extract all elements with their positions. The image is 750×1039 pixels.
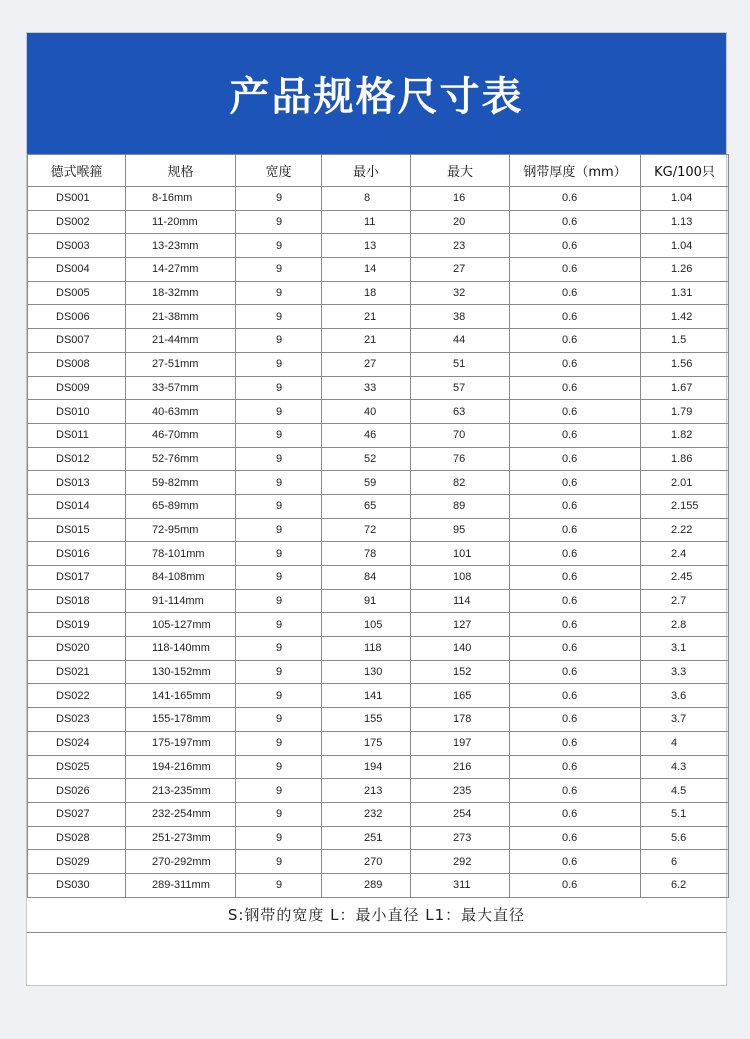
cell-max: 165 [411,684,510,708]
cell-max: 95 [411,518,510,542]
table-row [28,660,729,684]
cell-max: 140 [411,637,510,661]
cell-max: 82 [411,471,510,495]
cell-width: 9 [236,873,322,897]
cell-min: 27 [322,352,411,376]
table-row [28,779,729,803]
cell-weight: 1.5 [641,329,729,353]
cell-min: 46 [322,423,411,447]
cell-weight: 4.3 [641,755,729,779]
cell-max: 152 [411,660,510,684]
cell-spec: 8-16mm [126,187,236,211]
cell-spec: 84-108mm [126,566,236,590]
cell-model: DS022 [28,684,126,708]
cell-weight: 2.01 [641,471,729,495]
cell-weight: 1.86 [641,447,729,471]
header-spec: 规格 [126,155,236,187]
cell-weight: 1.42 [641,305,729,329]
cell-model: DS029 [28,850,126,874]
cell-model: DS013 [28,471,126,495]
cell-model: DS020 [28,637,126,661]
cell-model: DS016 [28,542,126,566]
cell-width: 9 [236,755,322,779]
cell-thickness: 0.6 [510,850,641,874]
cell-weight: 6.2 [641,873,729,897]
cell-weight: 1.82 [641,423,729,447]
table-row [28,637,729,661]
cell-max: 70 [411,423,510,447]
cell-thickness: 0.6 [510,494,641,518]
cell-min: 105 [322,613,411,637]
cell-model: DS024 [28,731,126,755]
cell-spec: 118-140mm [126,637,236,661]
cell-min: 8 [322,187,411,211]
cell-width: 9 [236,684,322,708]
cell-spec: 65-89mm [126,494,236,518]
cell-spec: 21-44mm [126,329,236,353]
cell-model: DS028 [28,826,126,850]
cell-min: 40 [322,400,411,424]
table-row [28,566,729,590]
cell-spec: 72-95mm [126,518,236,542]
table-row [28,400,729,424]
table-row [28,494,729,518]
table-row [28,731,729,755]
cell-weight: 2.155 [641,494,729,518]
cell-width: 9 [236,589,322,613]
cell-model: DS023 [28,708,126,732]
cell-width: 9 [236,637,322,661]
cell-weight: 1.04 [641,187,729,211]
cell-thickness: 0.6 [510,518,641,542]
cell-thickness: 0.6 [510,684,641,708]
cell-min: 213 [322,779,411,803]
cell-spec: 213-235mm [126,779,236,803]
cell-min: 52 [322,447,411,471]
cell-width: 9 [236,542,322,566]
cell-min: 175 [322,731,411,755]
cell-min: 78 [322,542,411,566]
cell-weight: 4.5 [641,779,729,803]
cell-min: 270 [322,850,411,874]
cell-spec: 78-101mm [126,542,236,566]
cell-min: 251 [322,826,411,850]
cell-weight: 3.6 [641,684,729,708]
cell-min: 14 [322,258,411,282]
cell-thickness: 0.6 [510,210,641,234]
spec-table [27,154,729,898]
cell-weight: 2.7 [641,589,729,613]
cell-max: 23 [411,234,510,258]
cell-model: DS012 [28,447,126,471]
cell-max: 101 [411,542,510,566]
header-weight: KG/100只 [641,155,729,187]
cell-thickness: 0.6 [510,305,641,329]
table-row [28,708,729,732]
cell-spec: 232-254mm [126,802,236,826]
cell-weight: 1.13 [641,210,729,234]
cell-thickness: 0.6 [510,400,641,424]
table-row [28,684,729,708]
table-row [28,471,729,495]
table-row [28,802,729,826]
cell-spec: 194-216mm [126,755,236,779]
cell-spec: 11-20mm [126,210,236,234]
cell-model: DS004 [28,258,126,282]
cell-max: 27 [411,258,510,282]
cell-model: DS005 [28,281,126,305]
cell-width: 9 [236,423,322,447]
cell-spec: 46-70mm [126,423,236,447]
cell-min: 11 [322,210,411,234]
cell-model: DS007 [28,329,126,353]
header-model: 德式喉箍 [28,155,126,187]
cell-weight: 3.1 [641,637,729,661]
table-header-row [28,155,729,187]
cell-width: 9 [236,660,322,684]
table-row [28,589,729,613]
cell-width: 9 [236,802,322,826]
table-row [28,850,729,874]
cell-min: 21 [322,305,411,329]
cell-max: 311 [411,873,510,897]
table-row [28,423,729,447]
cell-max: 127 [411,613,510,637]
cell-width: 9 [236,234,322,258]
cell-min: 65 [322,494,411,518]
cell-weight: 5.1 [641,802,729,826]
cell-min: 84 [322,566,411,590]
cell-thickness: 0.6 [510,329,641,353]
cell-thickness: 0.6 [510,566,641,590]
cell-model: DS027 [28,802,126,826]
legend-note: S:钢带的宽度 L：最小直径 L1：最大直径 [27,898,726,933]
cell-spec: 251-273mm [126,826,236,850]
cell-width: 9 [236,258,322,282]
cell-min: 289 [322,873,411,897]
cell-model: DS006 [28,305,126,329]
cell-thickness: 0.6 [510,423,641,447]
cell-width: 9 [236,281,322,305]
cell-width: 9 [236,850,322,874]
cell-model: DS018 [28,589,126,613]
table-row [28,210,729,234]
cell-max: 57 [411,376,510,400]
cell-thickness: 0.6 [510,660,641,684]
cell-spec: 14-27mm [126,258,236,282]
cell-thickness: 0.6 [510,376,641,400]
table-body [28,187,729,898]
cell-max: 216 [411,755,510,779]
cell-width: 9 [236,826,322,850]
cell-min: 155 [322,708,411,732]
table-row [28,542,729,566]
cell-spec: 59-82mm [126,471,236,495]
cell-width: 9 [236,613,322,637]
header-max: 最大 [411,155,510,187]
table-row [28,376,729,400]
cell-model: DS010 [28,400,126,424]
cell-spec: 289-311mm [126,873,236,897]
cell-thickness: 0.6 [510,187,641,211]
cell-max: 178 [411,708,510,732]
cell-min: 21 [322,329,411,353]
page-title: 产品规格尺寸表 [229,74,524,120]
table-row [28,826,729,850]
cell-width: 9 [236,447,322,471]
cell-weight: 2.8 [641,613,729,637]
cell-model: DS017 [28,566,126,590]
table-row [28,281,729,305]
cell-model: DS002 [28,210,126,234]
cell-min: 59 [322,471,411,495]
cell-width: 9 [236,187,322,211]
cell-max: 197 [411,731,510,755]
cell-max: 89 [411,494,510,518]
cell-width: 9 [236,305,322,329]
cell-model: DS015 [28,518,126,542]
cell-max: 273 [411,826,510,850]
cell-thickness: 0.6 [510,613,641,637]
cell-width: 9 [236,471,322,495]
table-row [28,352,729,376]
cell-max: 38 [411,305,510,329]
cell-model: DS030 [28,873,126,897]
cell-thickness: 0.6 [510,471,641,495]
cell-thickness: 0.6 [510,708,641,732]
table-row [28,873,729,897]
table-row [28,518,729,542]
cell-model: DS025 [28,755,126,779]
cell-min: 118 [322,637,411,661]
cell-thickness: 0.6 [510,447,641,471]
cell-thickness: 0.6 [510,779,641,803]
cell-min: 18 [322,281,411,305]
cell-weight: 5.6 [641,826,729,850]
cell-weight: 2.4 [641,542,729,566]
cell-spec: 155-178mm [126,708,236,732]
cell-model: DS003 [28,234,126,258]
cell-max: 20 [411,210,510,234]
cell-width: 9 [236,400,322,424]
cell-spec: 270-292mm [126,850,236,874]
table-row [28,755,729,779]
cell-width: 9 [236,494,322,518]
cell-thickness: 0.6 [510,234,641,258]
cell-model: DS019 [28,613,126,637]
cell-max: 76 [411,447,510,471]
cell-model: DS014 [28,494,126,518]
table-row [28,187,729,211]
cell-max: 44 [411,329,510,353]
cell-spec: 21-38mm [126,305,236,329]
table-row [28,234,729,258]
cell-weight: 2.22 [641,518,729,542]
cell-weight: 1.56 [641,352,729,376]
cell-max: 63 [411,400,510,424]
cell-width: 9 [236,329,322,353]
cell-thickness: 0.6 [510,637,641,661]
cell-width: 9 [236,210,322,234]
cell-max: 16 [411,187,510,211]
cell-min: 33 [322,376,411,400]
header-width: 宽度 [236,155,322,187]
cell-weight: 3.3 [641,660,729,684]
cell-spec: 40-63mm [126,400,236,424]
cell-width: 9 [236,376,322,400]
table-row [28,329,729,353]
cell-min: 232 [322,802,411,826]
cell-max: 51 [411,352,510,376]
cell-thickness: 0.6 [510,873,641,897]
cell-weight: 6 [641,850,729,874]
cell-spec: 130-152mm [126,660,236,684]
cell-model: DS001 [28,187,126,211]
cell-width: 9 [236,352,322,376]
table-row [28,305,729,329]
cell-model: DS026 [28,779,126,803]
cell-max: 292 [411,850,510,874]
cell-spec: 105-127mm [126,613,236,637]
cell-max: 235 [411,779,510,803]
cell-model: DS011 [28,423,126,447]
cell-width: 9 [236,708,322,732]
spec-sheet [26,32,727,986]
cell-thickness: 0.6 [510,281,641,305]
cell-spec: 33-57mm [126,376,236,400]
cell-weight: 4 [641,731,729,755]
cell-weight: 3.7 [641,708,729,732]
cell-spec: 52-76mm [126,447,236,471]
cell-spec: 27-51mm [126,352,236,376]
cell-min: 91 [322,589,411,613]
cell-model: DS009 [28,376,126,400]
table-row [28,447,729,471]
cell-weight: 2.45 [641,566,729,590]
cell-weight: 1.67 [641,376,729,400]
cell-spec: 18-32mm [126,281,236,305]
cell-weight: 1.79 [641,400,729,424]
cell-model: DS008 [28,352,126,376]
cell-spec: 13-23mm [126,234,236,258]
cell-spec: 141-165mm [126,684,236,708]
table-row [28,613,729,637]
cell-thickness: 0.6 [510,589,641,613]
cell-weight: 1.04 [641,234,729,258]
cell-min: 141 [322,684,411,708]
title-banner [27,33,726,154]
cell-thickness: 0.6 [510,802,641,826]
cell-thickness: 0.6 [510,258,641,282]
cell-min: 72 [322,518,411,542]
cell-weight: 1.26 [641,258,729,282]
cell-spec: 175-197mm [126,731,236,755]
table-row [28,258,729,282]
cell-min: 130 [322,660,411,684]
header-min: 最小 [322,155,411,187]
cell-thickness: 0.6 [510,542,641,566]
cell-width: 9 [236,731,322,755]
cell-model: DS021 [28,660,126,684]
cell-width: 9 [236,518,322,542]
cell-width: 9 [236,566,322,590]
cell-max: 114 [411,589,510,613]
cell-max: 254 [411,802,510,826]
cell-thickness: 0.6 [510,826,641,850]
cell-min: 194 [322,755,411,779]
cell-thickness: 0.6 [510,731,641,755]
cell-max: 32 [411,281,510,305]
cell-width: 9 [236,779,322,803]
cell-thickness: 0.6 [510,352,641,376]
cell-min: 13 [322,234,411,258]
header-thickness: 钢带厚度（mm） [510,155,641,187]
cell-thickness: 0.6 [510,755,641,779]
cell-weight: 1.31 [641,281,729,305]
cell-spec: 91-114mm [126,589,236,613]
cell-max: 108 [411,566,510,590]
